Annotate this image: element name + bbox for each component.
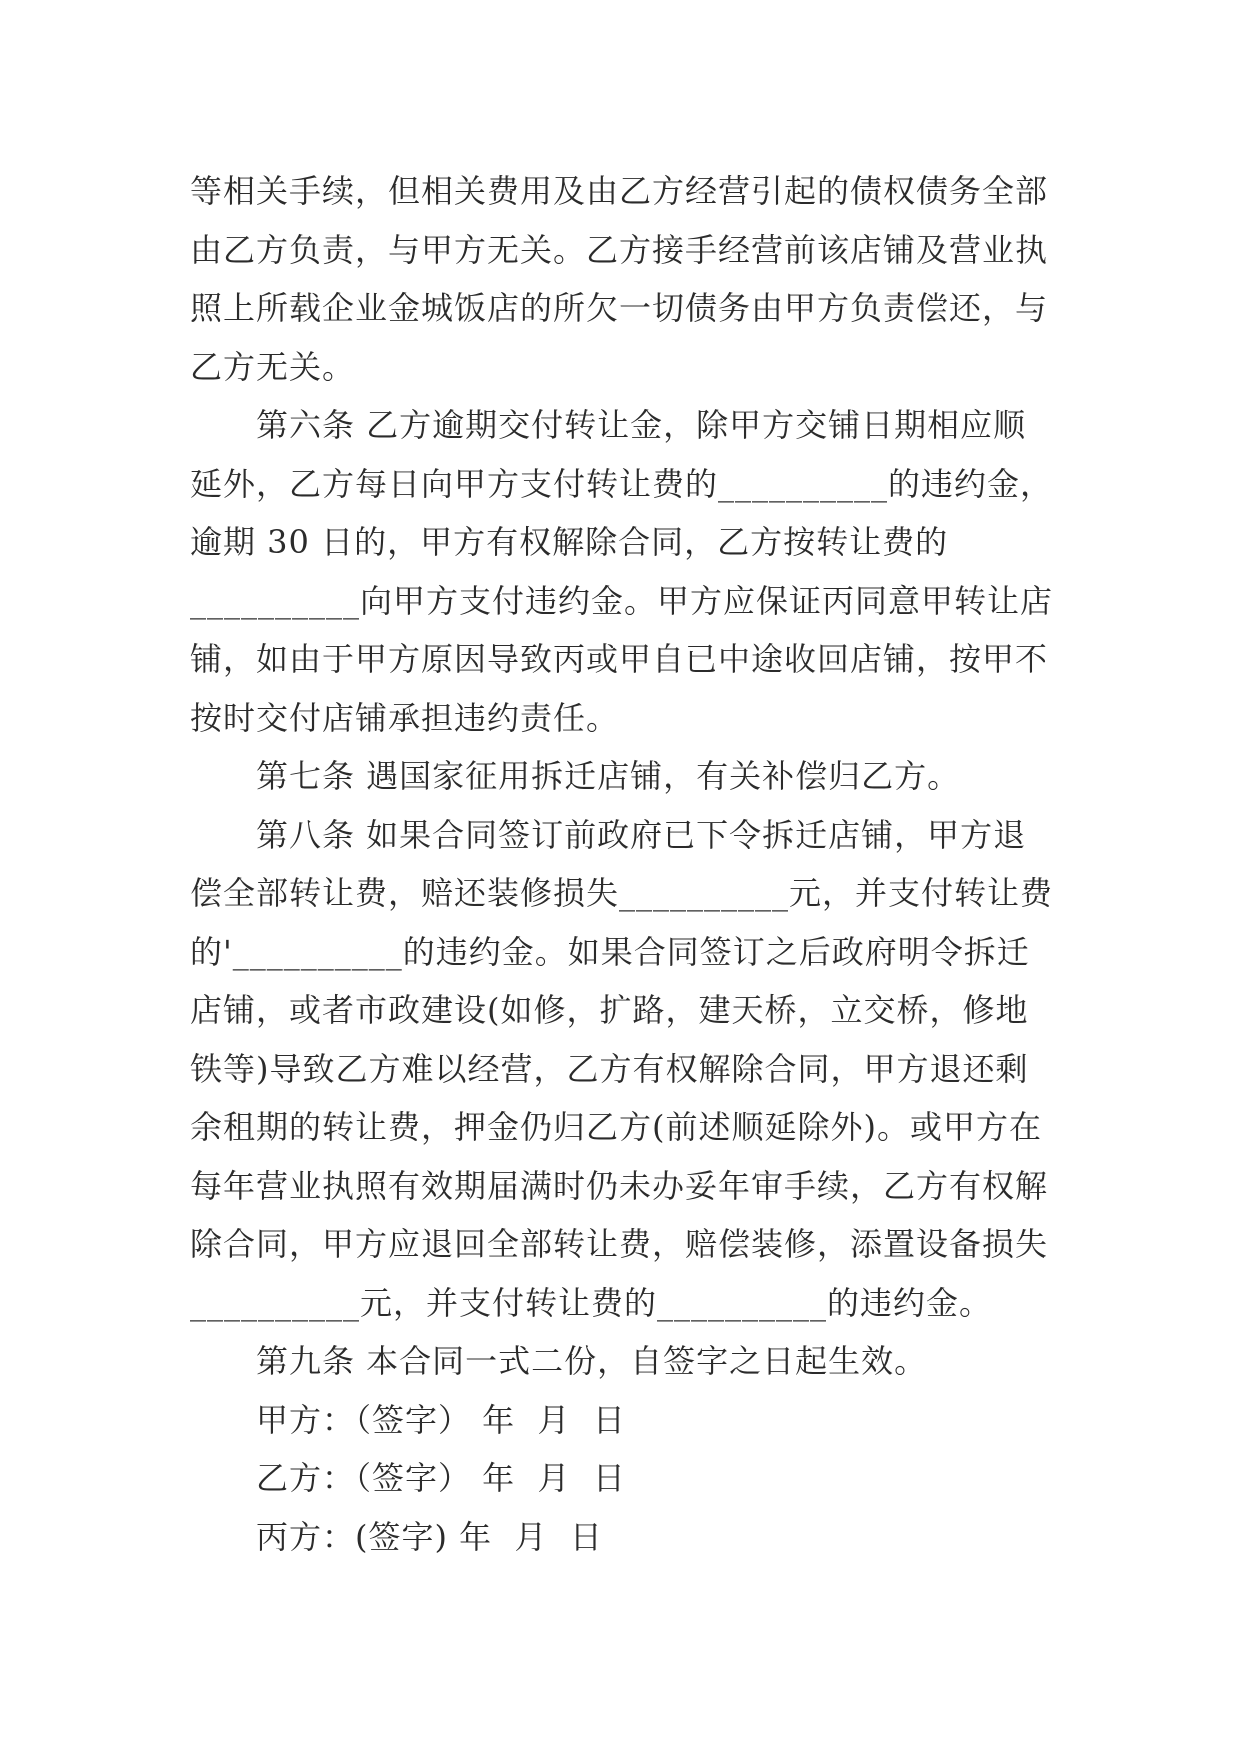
text-line: 除合同，甲方应退回全部转让费，赔偿装修，添置设备损失	[190, 1225, 1049, 1263]
text-line: 偿全部转让费，赔还装修损失__________元，并支付转让费	[190, 874, 1054, 912]
paragraph-continued	[190, 162, 1050, 396]
text-line: 店铺，或者市政建设(如修，扩路，建天桥，立交桥，修地	[190, 991, 1029, 1029]
signature-party-b: 乙方：（签字） 年 月 日	[256, 1459, 626, 1497]
paragraph-article-6	[190, 396, 1054, 747]
text-line: 第九条 本合同一式二份，自签字之日起生效。	[256, 1342, 928, 1380]
text-line: 第六条 乙方逾期交付转让金，除甲方交铺日期相应顺	[256, 406, 1027, 444]
paragraph-article-8	[190, 806, 1054, 1333]
text-line: 铁等)导致乙方难以经营，乙方有权解除合同，甲方退还剩	[190, 1049, 1029, 1088]
text-line: 余租期的转让费，押金仍归乙方(前述顺延除外)。或甲方在	[190, 1108, 1042, 1146]
text-line: 乙方无关。	[190, 347, 356, 386]
text-line: 按时交付店铺承担违约责任。	[190, 698, 620, 737]
signature-party-a: 甲方：（签字） 年 月 日	[256, 1400, 626, 1439]
text-line: 由乙方负责，与甲方无关。乙方接手经营前该店铺及营业执	[190, 230, 1049, 269]
paragraph-article-9	[190, 1332, 1050, 1391]
text-line: 逾期 30 日的，甲方有权解除合同，乙方按转让费的	[190, 523, 949, 561]
document-body	[190, 162, 1054, 1566]
text-line: 第七条 遇国家征用拆迁店铺，有关补偿归乙方。	[256, 757, 961, 795]
text-line: 的'__________的违约金。如果合同签订之后政府明令拆迁	[190, 932, 1030, 971]
text-line: 铺，如由于甲方原因导致丙或甲自已中途收回店铺，按甲不	[190, 640, 1049, 678]
text-line: 每年营业执照有效期届满时仍未办妥年审手续，乙方有权解	[190, 1166, 1049, 1205]
paragraph-article-7	[190, 747, 1050, 806]
signature-party-c: 丙方：(签字) 年 月 日	[256, 1517, 603, 1556]
text-line: __________元，并支付转让费的__________的违约金。	[190, 1283, 993, 1322]
text-line: 第八条 如果合同签订前政府已下令拆迁店铺，甲方退	[256, 815, 1027, 854]
text-line: 等相关手续，但相关费用及由乙方经营引起的债权债务全部	[190, 172, 1049, 210]
text-line: 照上所载企业金城饭店的所欠一切债务由甲方负责偿还，与	[190, 289, 1049, 327]
text-line: 延外，乙方每日向甲方支付转让费的__________的违约金，	[190, 464, 1054, 503]
text-line: __________向甲方支付违约金。甲方应保证丙同意甲转让店	[190, 581, 1054, 620]
